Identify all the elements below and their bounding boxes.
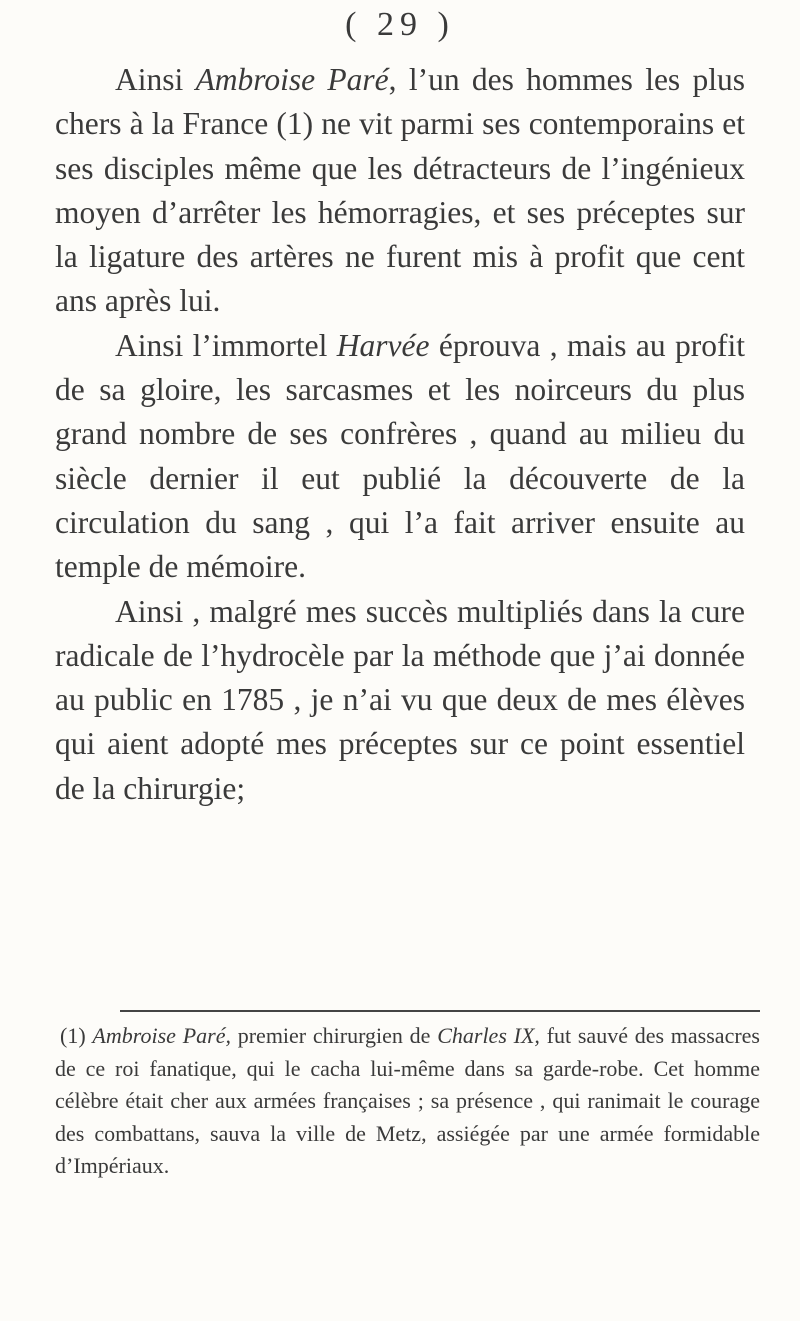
footnote-text: premier chirurgien de — [230, 1023, 438, 1048]
text-segment: éprouva , mais au profit de sa gloire, les sarcasmes et les noirceurs du plus grand nombre de ses confrères , quand au milieu du siècle dernier il eut publié la découverte de la circulation du sang , qui l’a fait arriver ensuite au temple de mémoire. — [55, 327, 745, 585]
text-segment: Ainsi l’immortel — [115, 327, 337, 363]
paragraph-pare — [55, 58, 745, 324]
text-segment: Ainsi , malgré mes succès multipliés dans la cure radicale de l’hydrocèle par la méthode que j’ai donnée au public en 1785 , je n’ai vu que deux de mes élèves qui aient adopté mes préceptes sur ce point essentiel de la chirurgie; — [55, 593, 745, 806]
footnote-name-pare: Ambroise Paré, — [92, 1023, 231, 1048]
text-segment: Ainsi — [115, 62, 196, 97]
text-segment: , l’un des hommes les plus chers à la France (1) ne vit parmi ses contemporains et ses disciples même que les détracteurs de l’ingénieux moyen d’arrêter les hémorragies, et ses préceptes sur la ligature des artères ne furent mis à profit que cent ans après lui. — [55, 62, 745, 319]
footnote-separator — [120, 1010, 760, 1012]
paragraph-hydrocele — [55, 590, 745, 811]
footnote-name-charles: Charles IX, — [437, 1023, 540, 1048]
footnote-1 — [55, 1020, 760, 1183]
main-text — [55, 58, 745, 811]
footnotes — [55, 1020, 760, 1183]
footnote-text: fut sauvé des massacres de ce roi fanatique, qui le cacha lui-même dans sa garde-robe. Cet homme célèbre était cher aux armées françaises ; sa présence , qui ranimait le courage des combattans, sauva la ville de Metz, assiégée par une armée formidable d’Impériaux. — [55, 1023, 760, 1178]
name-ambroise-pare: Ambroise Paré — [195, 62, 389, 97]
page-number: ( 29 ) — [345, 6, 455, 43]
paragraph-harvee — [55, 324, 745, 590]
footnote-marker: (1) — [60, 1023, 93, 1048]
name-harvee: Harvée — [336, 327, 430, 363]
